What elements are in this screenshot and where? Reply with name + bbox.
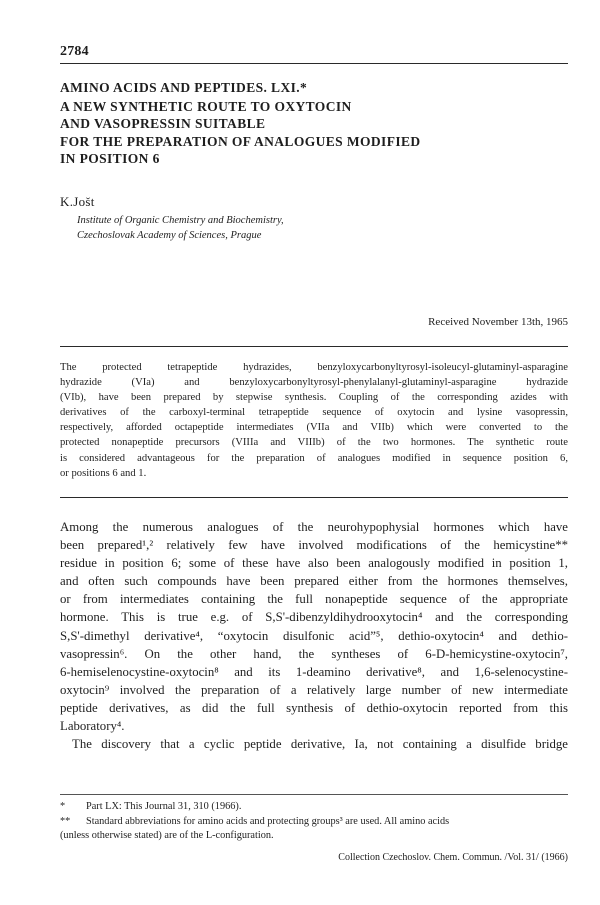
series-title: AMINO ACIDS AND PEPTIDES. LXI.* [60, 80, 308, 95]
abstract-line: or positions 6 and 1. [60, 467, 147, 479]
affiliation-line: Institute of Organic Chemistry and Biochemistry, [77, 215, 284, 226]
abstract-line: is considered advantageous for the preparation of analogues modified in sequence position 6, [60, 452, 568, 464]
abstract-line: respectively, afforded octapeptide intermediates (VIIa and VIIb) which were converted to the [60, 422, 568, 434]
abstract-line: hydrazide (VIa) and benzyloxycarbonyltyrosyl-phenylalanyl-glutaminyl-asparagine hydrazide [60, 377, 568, 389]
article-title [60, 98, 421, 167]
footnote-mark: ** [60, 815, 71, 827]
page-number: 2784 [60, 44, 89, 59]
footnote [60, 815, 568, 830]
abstract-line: derivatives of the carboxyl-terminal tetrapeptide sequence of oxytocin and lysine vasopressin, [60, 407, 568, 419]
affiliation [77, 213, 284, 243]
body-line: Among the numerous analogues of the neurohypophysial hormones which have [60, 520, 568, 534]
footnotes [60, 800, 568, 844]
title-line: A NEW SYNTHETIC ROUTE TO OXYTOCIN [60, 99, 352, 114]
footnote-text: (unless otherwise stated) are of the L-configuration. [60, 830, 274, 842]
footnote [60, 800, 568, 815]
received-date: Received November 13th, 1965 [428, 316, 568, 328]
abstract-line: The protected tetrapeptide hydrazides, benzyloxycarbonyltyrosyl-isoleucyl-glutaminyl-asparagine [60, 362, 568, 373]
journal-citation: Collection Czechoslov. Chem. Commun. /Vol. 31/ (1966) [338, 852, 568, 863]
body-text [60, 518, 568, 753]
abstract [60, 360, 568, 481]
body-line: or from intermediates containing the full nonapeptide sequence of the appropriate [60, 592, 568, 607]
abstract-top-rule [60, 346, 568, 347]
body-line: Laboratory⁴. [60, 719, 125, 734]
body-line: been prepared¹,² relatively few have involved modifications of the hemicystine** [60, 538, 568, 553]
body-line: and often such compounds have been prepared either from the hormones themselves, [60, 574, 568, 589]
body-line: S,S'-dimethyl derivative⁴, “oxytocin disulfonic acid”⁵, dethio-oxytocin⁴ and dethio- [60, 628, 568, 643]
body-line: 6-hemiselenocystine-oxytocin⁸ and its 1-deamino derivative⁸, and 1,6-selenocystine- [60, 664, 568, 679]
title-line: FOR THE PREPARATION OF ANALOGUES MODIFIED [60, 133, 421, 149]
affiliation-line: Czechoslovak Academy of Sciences, Prague [77, 230, 262, 241]
footnote-text: Standard abbreviations for amino acids and protecting groups³ are used. All amino acids [86, 815, 450, 827]
body-line: vasopressin⁶. On the other hand, the syntheses of 6-D-hemicystine-oxytocin⁷, [60, 646, 568, 661]
footnote-mark: * [60, 801, 66, 812]
footnote [60, 829, 568, 844]
footnote-text: Part LX: This Journal 31, 310 (1966). [86, 801, 242, 812]
title-line: AND VASOPRESSIN SUITABLE [60, 116, 266, 132]
body-line: peptide derivatives, as did the full synthesis of dethio-oxytocin reported from this [60, 700, 568, 715]
abstract-bottom-rule [60, 497, 568, 498]
author: K.Jošt [60, 194, 95, 209]
abstract-line: protected nonapeptide precursors (VIIIa and VIIIb) of the two hormones. The synthetic route [60, 437, 568, 449]
header-rule [60, 63, 568, 64]
body-line: residue in position 6; some of these have also been analogously modified in position 1, [60, 556, 568, 571]
body-line: The discovery that a cyclic peptide derivative, Ia, not containing a disulfide bridge [72, 737, 568, 752]
body-line: oxytocin⁹ involved the preparation of a relatively large number of new intermediate [60, 682, 568, 697]
body-line: hormone. This is true e.g. of S,S'-dibenzyldihydrooxytocin⁴ and the corresponding [60, 610, 568, 625]
footnote-rule [60, 794, 568, 795]
abstract-line: (VIb), have been prepared by stepwise synthesis. Coupling of the corresponding azides with [60, 392, 568, 404]
title-line: IN POSITION 6 [60, 150, 160, 166]
